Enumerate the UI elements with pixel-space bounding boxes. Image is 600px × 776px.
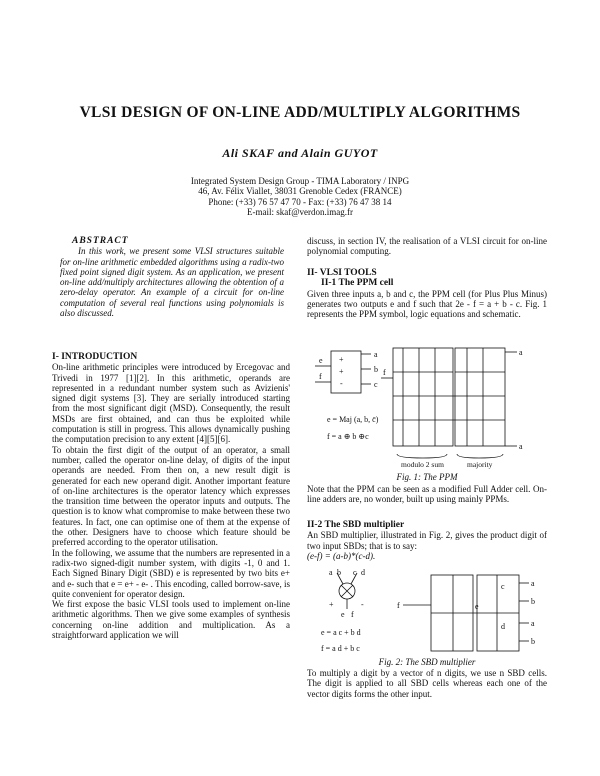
affiliation-line: 46, Av. Félix Viallet, 38031 Grenoble Cedex (FRANCE): [198, 186, 402, 197]
intro-heading: I- INTRODUCTION: [52, 352, 138, 362]
abstract-section: [52, 236, 290, 318]
sbd-pin-label: d: [501, 622, 505, 631]
figure-sbd-multiplier: [307, 565, 547, 657]
ppm-pin-label: f: [383, 368, 386, 377]
ppm-pin-label: a: [374, 350, 378, 359]
figure-ppm: [307, 338, 547, 470]
ppm-sign-label: -: [340, 379, 343, 388]
ppm-pin-label: c: [374, 380, 378, 389]
sbd-formula: (e-f) = (a-b)*(c-d).: [307, 550, 376, 561]
ppm-sign-label: +: [339, 355, 344, 364]
sbd-section: [307, 520, 547, 561]
authors: Ali SKAF and Alain GUYOT: [222, 146, 378, 160]
ppm-pin-label: a: [519, 442, 523, 451]
sbd-pin-label: e: [475, 602, 479, 611]
ppm-pin-label: f: [319, 372, 322, 381]
ppm-equation-e: e = Maj (a, b, c̄): [327, 415, 379, 424]
ppm-pin-label: b: [374, 365, 378, 374]
intro-paragraph-3: In the following, we assume that the numbers are represented in a radix-two signed-digit number system, with digits -1, 0 and 1. Each Signed Binary Digit (SBD) e is represented by two bits e+ and e- such that e = e+ - e- . This encoding, called borrow-save, is quite convenient for operator design.: [52, 547, 290, 599]
ppm-text: Given three inputs a, b and c, the PPM cell (for Plus Plus Minus) generates two outputs e and f such that 2e - f = a + b - c. Fig. 1 represents the PPM symbol, logic equations and schematic.: [307, 288, 547, 320]
sbd-sign-label: -: [361, 600, 364, 609]
sbd-pin-label: f: [351, 610, 354, 619]
sbd-equation-e: e = a c + b d: [321, 628, 361, 637]
sbd-pin-label: b: [337, 568, 341, 577]
sbd-pin-label: a: [329, 568, 333, 577]
ppm-pin-label: e: [319, 356, 323, 365]
sbd-note: To multiply a digit by a vector of n digits, we use n SBD cells. The digit is applied to all SBD cells whereas each one of the vector digits forms the other input.: [307, 668, 547, 699]
ppm-note: Note that the PPM can be seen as a modified Full Adder cell. On-line adders are, no wonder, built up using mainly PPMs.: [307, 484, 547, 505]
intro-paragraph-2: To obtain the first digit of the output of an operator, a small number, called the operator on-line delay, of digits of the input operands are needed. From then on, a new result digit is generated for each new operand digit. Another important feature of on-line architectures is the operator latency which expresses the transition time between the operator inputs and outputs. The question is to know what compromise to make between these two features. In fact, one can optimise one of them at the expense of the other. Designers have to choose which feature should be preferred according to the operator utilisation.: [52, 444, 290, 548]
sbd-pin-label: c: [501, 582, 505, 591]
sbd-pin-label: b: [531, 637, 535, 646]
affiliation-line: Integrated System Design Group - TIMA Laboratory / INPG: [190, 176, 410, 186]
intro-paragraph-4: We first expose the basic VLSI tools used to implement on-line arithmetic algorithms. Then we give some examples of synthesis concerning on-line addition and multiplication. As a straightforward application we will: [52, 599, 290, 641]
sbd-pin-label: d: [361, 568, 365, 577]
affiliation: [0, 176, 600, 218]
figure-1-caption: Fig. 1: The PPM: [396, 472, 458, 482]
affiliation-line: Phone: (+33) 76 57 47 70 - Fax: (+33) 76 47 38 14: [208, 196, 392, 207]
figure-2-caption: Fig. 2: The SBD multiplier: [378, 657, 476, 667]
ppm-equation-f: f = a ⊕ b ⊕c: [327, 432, 369, 441]
abstract-heading: ABSTRACT: [72, 236, 129, 246]
sbd-equation-f: f = a d + b c: [321, 644, 360, 653]
sbd-pin-label: e: [341, 610, 345, 619]
intro-paragraph-1: On-line arithmetic principles were introduced by Ercegovac and Trivedi in 1977 [1][2]. In this arithmetic, operands are represented in a redundant number system such as Avizienis' signed digit systems [3]. They are serially introduced starting from the most significant digit (MSD). Consequently, the result MSDs are first obtained, and can thus be exploited while computation is still in progress. This allows dynamically pushing the computation precision to any extent [4][5][6].: [52, 362, 290, 445]
sbd-sign-label: +: [329, 600, 334, 609]
sbd-pin-label: a: [531, 619, 535, 628]
sbd-pin-label: a: [531, 579, 535, 588]
ppm-sign-label: +: [339, 367, 344, 376]
ppm-symbol-box: [331, 351, 361, 393]
paper-title: VLSI DESIGN OF ON-LINE ADD/MULTIPLY ALGORITHMS: [79, 104, 521, 121]
ppm-heading: II-1 The PPM cell: [321, 278, 394, 289]
ppm-sum-label: modulo 2 sum: [401, 460, 444, 469]
sbd-pin-label: f: [397, 601, 400, 610]
tools-heading: II- VLSI TOOLS: [307, 268, 377, 278]
sbd-text: An SBD multiplier, illustrated in Fig. 2, gives the product digit of two input SBDs; that is to say:: [307, 530, 547, 551]
intro-continued: discuss, in section IV, the realisation of a VLSI circuit for on-line polynomial computing.: [307, 236, 547, 257]
sbd-pin-label: b: [531, 597, 535, 606]
ppm-majority-label: majority: [467, 460, 493, 469]
tools-section: [307, 268, 547, 319]
sbd-heading: II-2 The SBD multiplier: [307, 520, 405, 530]
ppm-pin-label: a: [519, 348, 523, 357]
abstract-text: In this work, we present some VLSI structures suitable for on-line arithmetic embedded algorithms using a radix-two fixed point signed digit system. As an application, we present on-line add/multiply architectures allowing the obtention of a zero-delay operator. An example of a circuit for on-line computation of several real functions using polynomials is also discussed.: [60, 246, 284, 319]
sbd-pin-label: c: [353, 568, 357, 577]
affiliation-line: E-mail: skaf@verdon.imag.fr: [246, 207, 353, 218]
introduction-section: [52, 352, 290, 640]
